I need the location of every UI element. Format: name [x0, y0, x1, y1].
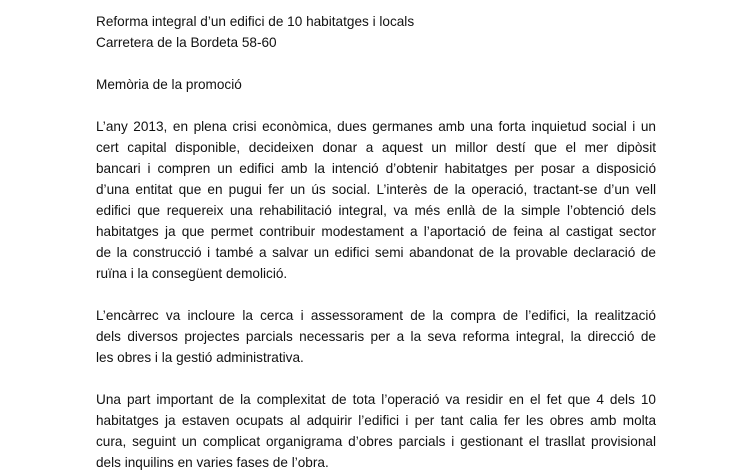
- document-page: [96, 11, 656, 473]
- paragraph-line: bancari i compren un edifici amb la intenció d’obtenir habitatges per posar a disposició: [96, 161, 656, 176]
- paragraph-2: [96, 305, 656, 368]
- paragraph-line: de la construcció i també a salvar un edifici semi abandonat de la provable declaració de: [96, 245, 656, 260]
- paragraph-line: ruïna i la consegüent demolició.: [96, 266, 288, 281]
- spacer: [96, 53, 656, 74]
- spacer: [96, 95, 656, 116]
- paragraph-line: cert capital disponible, decideixen donar a aquest un millor destí que el mer dipòsit: [96, 140, 656, 155]
- paragraph-line: edifici que requereix una rehabilitació integral, va més enllà de la simple l’obtenció dels: [96, 203, 656, 218]
- paragraph-line: habitatges ja estaven ocupats al adquirir l’edifici i per tant calia fer les obres amb molta: [96, 413, 656, 428]
- spacer: [96, 284, 656, 305]
- paragraph-line: L’encàrrec va incloure la cerca i assessorament de la compra de l’edifici, la realització: [96, 308, 656, 323]
- paragraph-line: L’any 2013, en plena crisi econòmica, dues germanes amb una forta inquietud social i un: [96, 119, 656, 134]
- section-title: Memòria de la promoció: [96, 77, 242, 92]
- paragraph-line: habitatges ja que permet contribuir modestament a l’aportació de feina al castigat sector: [96, 224, 656, 239]
- paragraph-3: [96, 389, 656, 473]
- paragraph-line: les obres i la gestió administrativa.: [96, 350, 304, 365]
- document-address: Carretera de la Bordeta 58-60: [96, 35, 277, 50]
- paragraph-line: dels inquilins en varies fases de l’obra.: [96, 455, 329, 470]
- document-title: Reforma integral d’un edifici de 10 habitatges i locals: [96, 14, 415, 29]
- paragraph-line: cura, seguint un complicat organigrama d’obres parcials i gestionant el trasllat provisional: [96, 434, 656, 449]
- paragraph-line: Una part important de la complexitat de tota l’operació va residir en el fet que 4 dels 10: [96, 392, 656, 407]
- paragraph-line: dels diversos projectes parcials necessaris per a la seva reforma integral, la direcció de: [96, 329, 656, 344]
- paragraph-line: d’una entitat que en pugui fer un ús social. L’interès de la operació, tractant-se d’un vell: [96, 182, 656, 197]
- paragraph-1: [96, 116, 656, 284]
- spacer: [96, 368, 656, 389]
